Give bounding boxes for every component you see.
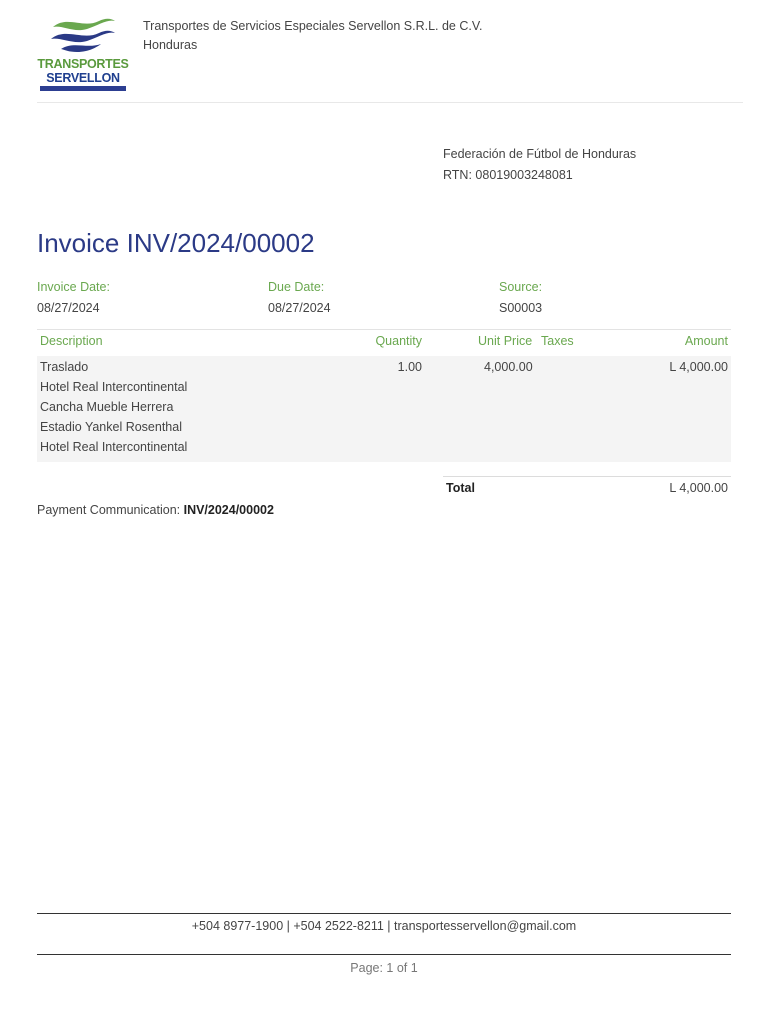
footer-bottom-divider — [37, 954, 731, 955]
page-number: Page: 1 of 1 — [350, 961, 418, 975]
header-amount: Amount — [684, 334, 728, 348]
row-quantity: 1.00 — [397, 360, 422, 374]
footer-top-divider — [37, 913, 731, 914]
header-unit-price: Unit Price — [478, 334, 533, 348]
invoice-date-label: Invoice Date: — [37, 280, 110, 294]
logo-text-transportes: TRANSPORTES — [37, 57, 129, 71]
row-amount: L 4,000.00 — [669, 360, 728, 374]
source-value: S00003 — [499, 301, 543, 315]
due-date-value: 08/27/2024 — [268, 301, 331, 315]
logo-text-servellon: SERVELLON — [46, 71, 120, 85]
table-top-divider — [37, 329, 731, 330]
header-description: Description — [40, 334, 103, 348]
row-description-line: Traslado — [40, 360, 89, 374]
row-description-line: Hotel Real Intercontinental — [40, 440, 188, 454]
source-label: Source: — [499, 280, 543, 294]
company-logo — [37, 15, 129, 95]
total-value: L 4,000.00 — [669, 481, 728, 495]
header-taxes: Taxes — [541, 334, 574, 348]
company-country: Honduras — [143, 38, 198, 52]
row-description-line: Hotel Real Intercontinental — [40, 380, 188, 394]
client-rtn: RTN: 08019003248081 — [443, 168, 573, 182]
total-divider — [443, 476, 731, 477]
header-quantity: Quantity — [375, 334, 422, 348]
footer-contact: +504 8977-1900 | +504 2522-8211 | transportesservellon@gmail.com — [191, 919, 577, 933]
company-name: Transportes de Servicios Especiales Servellon S.R.L. de C.V. — [143, 19, 483, 33]
row-description-line: Cancha Mueble Herrera — [40, 400, 174, 414]
payment-reference: INV/2024/00002 — [183, 503, 274, 517]
row-unit-price: 4,000.00 — [484, 360, 533, 374]
client-name: Federación de Fútbol de Honduras — [443, 147, 637, 161]
row-description-line: Estadio Yankel Rosenthal — [40, 420, 182, 434]
total-label: Total — [446, 481, 475, 495]
header-divider — [37, 102, 743, 103]
logo-bar — [40, 86, 126, 91]
payment-label: Payment Communication: — [37, 503, 184, 517]
invoice-date-value: 08/27/2024 — [37, 301, 100, 315]
logo-waves-icon — [47, 15, 119, 55]
due-date-label: Due Date: — [268, 280, 325, 294]
invoice-title: Invoice INV/2024/00002 — [37, 228, 315, 258]
payment-communication — [37, 503, 274, 517]
